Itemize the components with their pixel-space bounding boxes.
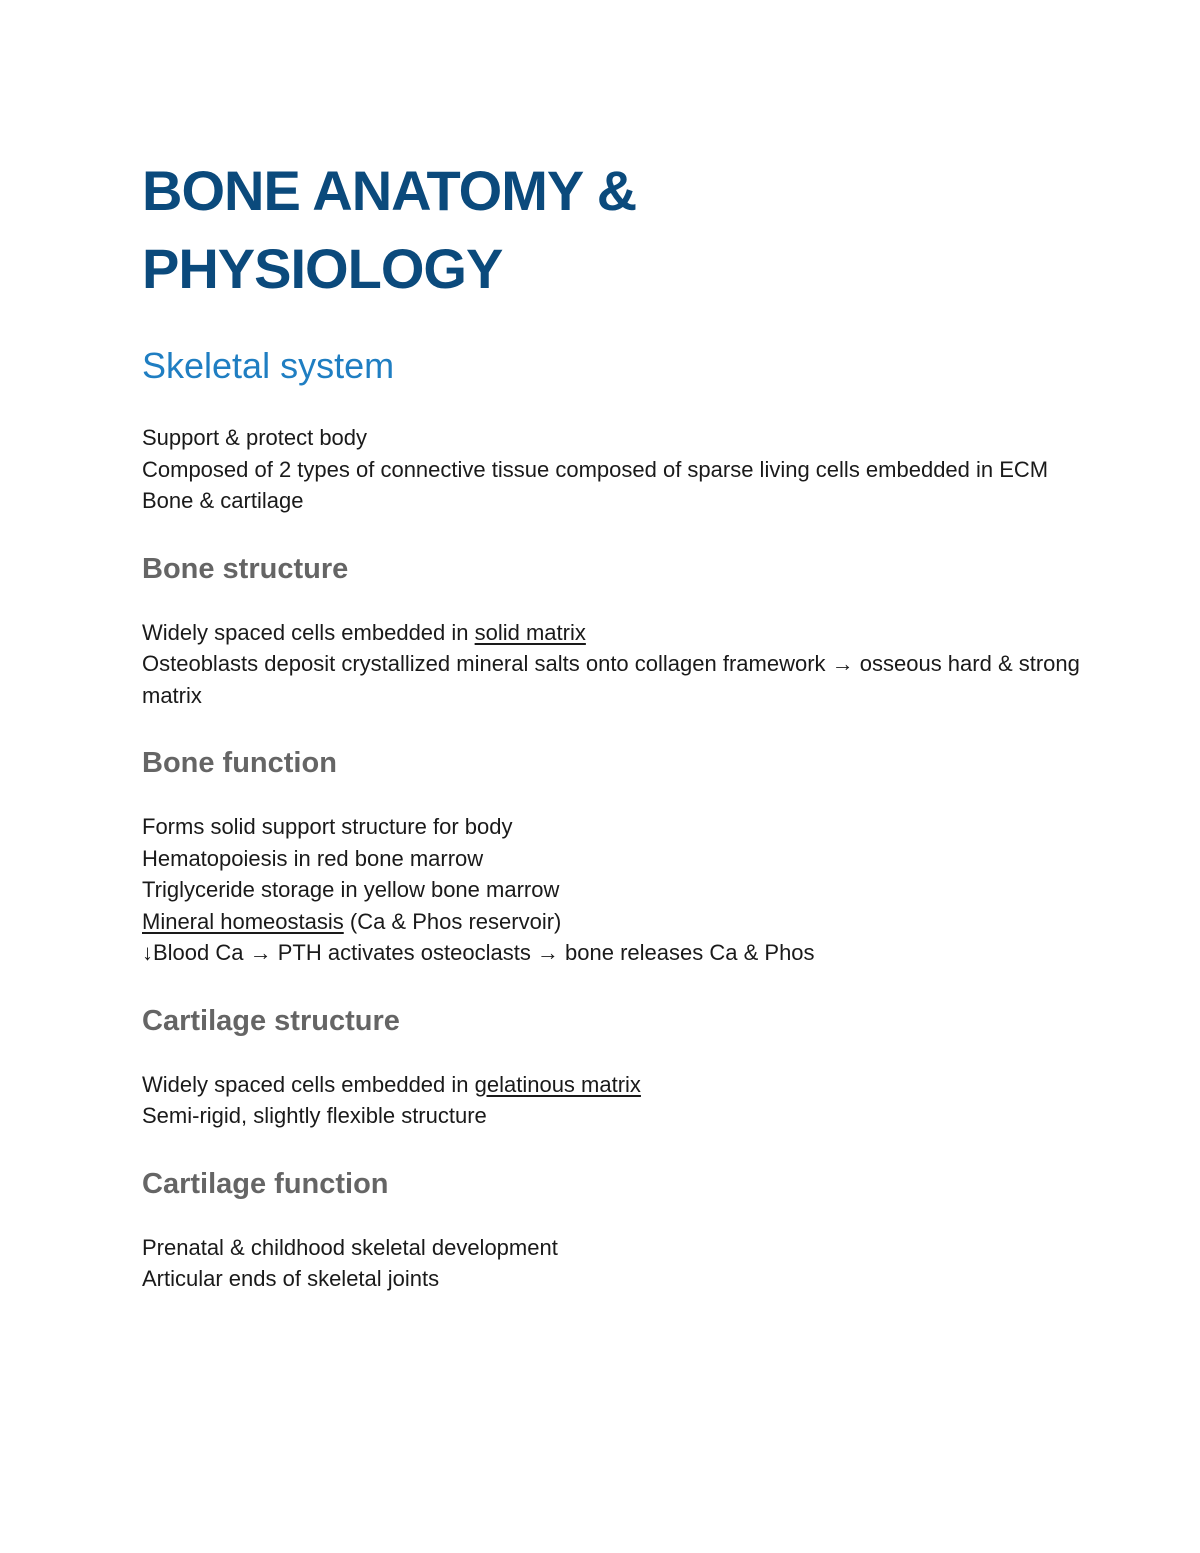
section-title-skeletal-system: Skeletal system [142, 345, 395, 386]
cartilage-function-line-2: Articular ends of skeletal joints [142, 1266, 440, 1291]
title-line-2: PHYSIOLOGY [142, 237, 503, 300]
intro-line-2: Composed of 2 types of connective tissue composed of sparse living cells embedded in ECM [142, 456, 1049, 482]
mineral-homeostasis-underlined: Mineral homeostasis [142, 908, 344, 934]
heading-bone-structure: Bone structure [142, 552, 349, 585]
cartilage-function-line-1: Prenatal & childhood skeletal development [142, 1234, 558, 1260]
bone-function-body [142, 811, 1082, 969]
cartilage-structure-line-2: Semi-rigid, slightly flexible structure [142, 1103, 487, 1128]
cartilage-structure-line-1 [142, 1069, 1082, 1101]
heading-cartilage-structure: Cartilage structure [142, 1004, 400, 1037]
intro-line-3: Bone & cartilage [142, 488, 304, 513]
bone-function-line-4-text: (Ca & Phos reservoir) [343, 908, 562, 934]
bone-function-line-5: ↓Blood Ca → PTH activates osteoclasts → bone releases Ca & Phos [142, 940, 815, 965]
solid-matrix-underlined: solid matrix [474, 619, 586, 645]
intro-paragraph [142, 422, 1082, 517]
bone-function-line-1: Forms solid support structure for body [142, 814, 513, 839]
bone-structure-line-1-text: Widely spaced cells embedded in [142, 619, 475, 645]
bone-function-line-4 [142, 906, 1082, 938]
bone-structure-line-2: Osteoblasts deposit crystallized mineral salts onto collagen framework → osseous hard & strong matrix [142, 651, 1080, 708]
document-title [142, 152, 1082, 308]
cartilage-function-body [142, 1232, 1082, 1295]
bone-structure-body [142, 617, 1082, 712]
bone-function-line-3: Triglyceride storage in yellow bone marrow [142, 877, 560, 902]
title-line-1: BONE ANATOMY & [142, 159, 637, 222]
document-page [142, 152, 1082, 1295]
heading-cartilage-function: Cartilage function [142, 1167, 389, 1200]
cartilage-structure-body [142, 1069, 1082, 1132]
cartilage-structure-line-1-text: Widely spaced cells embedded in [142, 1071, 475, 1097]
heading-bone-function: Bone function [142, 747, 337, 779]
gelatinous-matrix-underlined: gelatinous matrix [474, 1071, 641, 1097]
bone-function-line-2: Hematopoiesis in red bone marrow [142, 845, 484, 871]
bone-structure-line-1 [142, 617, 1082, 649]
intro-line-1: Support & protect body [142, 425, 368, 450]
